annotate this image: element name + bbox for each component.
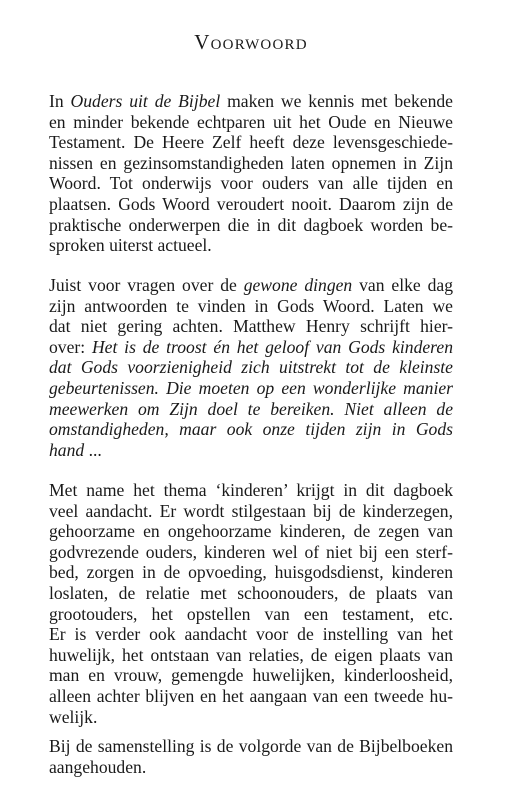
text-run: veel aandacht. Er wordt stilgestaan bij de kinderzegen,	[49, 500, 453, 521]
italic-text: Het is de troost én het geloof van Gods kinderen	[91, 336, 453, 357]
text-line	[49, 480, 453, 501]
text-line	[49, 337, 453, 358]
text-line	[49, 132, 453, 153]
text-run: en minder bekende echtparen uit het Oude en Nieuwe	[49, 111, 453, 132]
paragraph-children-theme	[49, 480, 453, 727]
text-run: nissen en gezinsomstandigheden laten opnemen in Zijn	[49, 152, 453, 173]
text-line	[49, 736, 453, 757]
text-line	[49, 296, 453, 317]
text-run: loslaten, de relatie met schoonouders, de plaats van	[49, 582, 453, 603]
text-line	[49, 604, 453, 625]
text-run: aangehouden.	[49, 756, 147, 777]
text-line	[49, 686, 453, 707]
text-run: ...	[84, 439, 102, 460]
text-line	[49, 112, 453, 133]
text-run: praktische onderwerpen die in dit dagboek worden be-	[49, 214, 453, 235]
page-title: Voorwoord	[194, 30, 308, 54]
text-line	[49, 194, 453, 215]
text-run: welijk.	[49, 706, 98, 727]
italic-text: gewone dingen	[243, 275, 353, 295]
text-line	[49, 173, 453, 194]
paragraph-intro	[49, 91, 453, 256]
text-line	[49, 235, 453, 256]
page	[49, 0, 453, 795]
text-run: alleen achter blijven en het aangaan van een tweede hu-	[49, 685, 453, 706]
text-line	[49, 316, 453, 337]
text-run: In	[49, 91, 71, 111]
text-line	[49, 542, 453, 563]
text-run: plaatsen. Gods Woord veroudert nooit. Daarom zijn de	[49, 193, 453, 214]
italic-text: Ouders uit de Bijbel	[70, 91, 221, 111]
text-run: Woord. Tot onderwijs voor ouders van alle tijden en	[49, 173, 453, 194]
text-run: dat niet gering achten. Matthew Henry schrijft hier-	[49, 316, 453, 337]
text-run: over:	[49, 336, 92, 357]
italic-text: meewerken om Zijn doel te bereiken. Niet alleen de	[49, 398, 453, 419]
text-line	[49, 624, 453, 645]
text-line	[49, 153, 453, 174]
text-line	[49, 419, 453, 440]
text-run: Bij de samenstelling is de volgorde van de Bijbelboeken	[49, 736, 453, 756]
text-run: van elke dag	[352, 275, 454, 295]
paragraph-order-note	[49, 736, 453, 777]
text-line	[49, 275, 453, 296]
italic-text: gebeurtenissen. Die moeten op een wonderlijke manier	[49, 377, 453, 398]
text-run: grootouders, het opstellen van een testament, etc.	[49, 603, 453, 624]
text-run: gehoorzame en ongehoorzame kinderen, de zegen van	[49, 521, 453, 542]
text-line	[49, 357, 453, 378]
text-run: man en vrouw, gemengde huwelijken, kinderloosheid,	[49, 665, 453, 686]
text-run: bed, zorgen in de opvoeding, huisgodsdienst, kinderen	[49, 562, 453, 583]
italic-text: dat Gods voorzienigheid zich uitstrekt tot de kleinste	[49, 357, 453, 378]
text-line	[49, 440, 453, 461]
text-line	[49, 521, 453, 542]
text-run: maken we kennis met bekende	[220, 91, 453, 111]
text-run: Met name het thema ‘kinderen’ krijgt in dit dagboek	[49, 480, 453, 500]
italic-text: omstandigheden, maar ook onze tijden zijn in Gods	[49, 419, 453, 440]
text-run: sproken uiterst actueel.	[49, 235, 212, 256]
text-line	[49, 501, 453, 522]
text-run: Testament. De Heere Zelf heeft deze levensgeschiede-	[49, 132, 453, 153]
text-line	[49, 757, 453, 778]
paragraph-ordinary-things	[49, 275, 453, 460]
text-run: huwelijk, het ontstaan van relaties, de eigen plaats van	[49, 644, 453, 665]
italic-text: hand	[49, 439, 85, 460]
text-line	[49, 707, 453, 728]
text-run: Juist voor vragen over de	[49, 275, 244, 295]
text-line	[49, 583, 453, 604]
text-line	[49, 399, 453, 420]
text-line	[49, 665, 453, 686]
text-line	[49, 91, 453, 112]
text-line	[49, 562, 453, 583]
text-line	[49, 645, 453, 666]
text-run: godvrezende ouders, kinderen wel of niet bij een sterf-	[49, 541, 453, 562]
text-run: zijn antwoorden te vinden in Gods Woord. Laten we	[49, 295, 453, 316]
text-line	[49, 215, 453, 236]
text-run: Er is verder ook aandacht voor de instelling van het	[49, 624, 453, 645]
text-line	[49, 378, 453, 399]
